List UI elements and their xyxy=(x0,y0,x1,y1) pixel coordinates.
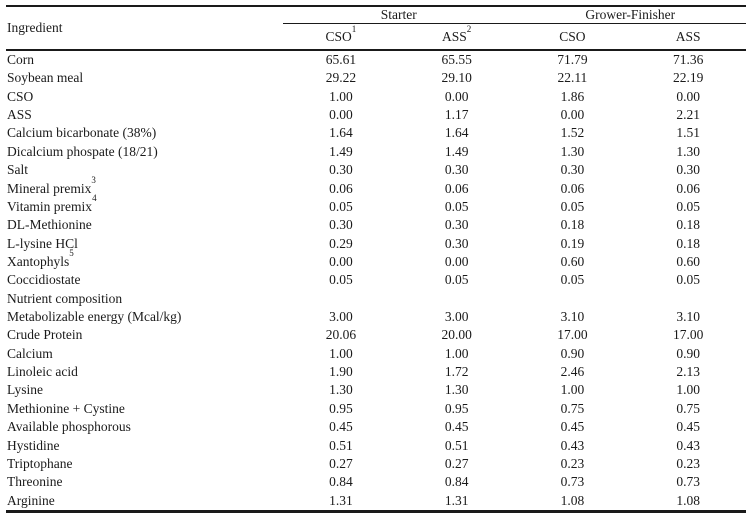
value-cell: 1.90 xyxy=(329,364,353,380)
value-cell: 0.05 xyxy=(560,198,585,214)
ingredient-name: Xantophyls xyxy=(7,253,70,269)
value-cell: 0.00 xyxy=(329,253,353,269)
value-cell xyxy=(515,290,631,308)
value-cell: 0.06 xyxy=(329,180,353,196)
footnote-marker: 2 xyxy=(466,23,472,34)
table-row xyxy=(6,308,746,326)
ingredient-name: Dicalcium phospate (18/21) xyxy=(7,143,158,159)
value-cell: 1.00 xyxy=(676,382,700,398)
value-cell: 0.00 xyxy=(329,107,353,123)
table-row xyxy=(6,381,746,399)
value-cell: 0.45 xyxy=(560,419,585,435)
value-cell: 0.18 xyxy=(560,217,585,233)
value-cell: 0.90 xyxy=(560,345,585,361)
value-cell: 1.00 xyxy=(444,345,469,361)
ingredient-name: Salt xyxy=(7,162,29,178)
ingredient-name-cell xyxy=(6,69,283,87)
ingredient-name-cell xyxy=(6,106,283,124)
value-cell: 1.30 xyxy=(444,382,469,398)
column-header-label: CSO xyxy=(559,29,586,44)
ingredient-name-cell xyxy=(6,308,283,326)
value-cell: 0.30 xyxy=(560,162,585,178)
ingredient-name-cell xyxy=(6,437,283,455)
value-cell: 1.51 xyxy=(676,125,700,141)
ingredient-name-cell xyxy=(6,326,283,344)
value-cell: 0.30 xyxy=(444,217,469,233)
ingredient-name: CSO xyxy=(7,88,34,104)
value-cell: 1.30 xyxy=(329,382,353,398)
value-cell: 0.60 xyxy=(560,253,585,269)
table-row xyxy=(6,345,746,363)
value-cell: 3.00 xyxy=(329,309,353,325)
value-cell: 0.75 xyxy=(676,400,700,416)
group-header-grower-finisher: Grower-Finisher xyxy=(515,7,747,24)
value-cell: 0.30 xyxy=(329,162,353,178)
value-cell: 1.17 xyxy=(444,107,469,123)
ingredient-name: Corn xyxy=(7,52,34,67)
ingredient-name: Linoleic acid xyxy=(7,364,78,380)
value-cell: 0.06 xyxy=(444,180,469,196)
table-row xyxy=(6,248,746,271)
value-cell: 29.10 xyxy=(441,70,472,86)
value-cell: 0.51 xyxy=(444,437,469,453)
table-row xyxy=(6,473,746,491)
table-row xyxy=(6,326,746,344)
value-cell: 0.27 xyxy=(444,455,469,471)
value-cell: 0.05 xyxy=(329,198,353,214)
value-cell: 22.19 xyxy=(672,70,704,86)
value-cell: 71.36 xyxy=(672,52,704,67)
value-cell: 0.05 xyxy=(329,272,353,288)
value-cell: 1.52 xyxy=(560,125,585,141)
section-header-row xyxy=(6,290,746,308)
ingredient-name-cell xyxy=(6,51,283,69)
value-cell: 0.05 xyxy=(560,272,585,288)
value-cell: 0.18 xyxy=(676,217,700,233)
value-cell: 0.30 xyxy=(676,162,700,178)
table-header xyxy=(6,7,746,49)
table-row xyxy=(6,143,746,161)
value-cell: 20.06 xyxy=(325,327,357,343)
value-cell: 1.00 xyxy=(560,382,585,398)
ingredient-name: Calcium xyxy=(7,345,53,361)
value-cell: 0.90 xyxy=(676,345,700,361)
table-row xyxy=(6,88,746,106)
value-cell: 2.13 xyxy=(676,364,700,380)
value-cell: 17.00 xyxy=(557,327,588,343)
value-cell: 0.05 xyxy=(676,198,700,214)
ingredient-name: Mineral premix xyxy=(7,180,92,196)
column-header-grower-finisher-cso xyxy=(515,24,631,49)
table-row xyxy=(6,363,746,381)
table-row xyxy=(6,492,746,510)
ingredient-name-cell xyxy=(6,161,283,179)
ingredient-name-cell xyxy=(6,193,283,216)
value-cell: 65.55 xyxy=(441,52,472,67)
footnote-marker: 1 xyxy=(351,23,357,34)
value-cell: 0.00 xyxy=(444,88,469,104)
ingredient-name: Triptophane xyxy=(7,455,73,471)
value-cell: 1.64 xyxy=(444,125,469,141)
value-cell: 1.00 xyxy=(329,88,353,104)
value-cell: 0.45 xyxy=(329,419,353,435)
ingredient-name: Crude Protein xyxy=(7,327,83,343)
value-cell: 0.95 xyxy=(329,400,353,416)
value-cell: 0.43 xyxy=(676,437,700,453)
ingredient-name-cell xyxy=(6,143,283,161)
value-cell: 0.73 xyxy=(560,474,585,490)
value-cell: 1.08 xyxy=(560,492,585,508)
ingredient-name-cell xyxy=(6,418,283,436)
ingredient-name: Vitamin premix xyxy=(7,198,93,214)
value-cell: 65.61 xyxy=(325,52,357,67)
ingredient-column-header: Ingredient xyxy=(7,20,63,35)
value-cell: 1.08 xyxy=(676,492,700,508)
value-cell: 0.00 xyxy=(676,88,700,104)
value-cell: 0.05 xyxy=(444,198,469,214)
value-cell: 0.18 xyxy=(676,235,700,251)
ingredient-name: Soybean meal xyxy=(7,70,84,86)
ingredient-name-cell xyxy=(6,248,283,271)
value-cell: 3.10 xyxy=(560,309,585,325)
value-cell: 1.49 xyxy=(329,143,353,159)
ingredient-name: DL-Methionine xyxy=(7,217,92,233)
column-header-label: ASS xyxy=(441,29,467,44)
ingredient-name-cell xyxy=(6,400,283,418)
table-row xyxy=(6,51,746,69)
value-cell: 1.49 xyxy=(444,143,469,159)
ingredient-name-cell xyxy=(6,88,283,106)
value-cell: 0.45 xyxy=(444,419,469,435)
value-cell: 1.30 xyxy=(676,143,700,159)
value-cell xyxy=(283,290,399,308)
value-cell: 0.95 xyxy=(444,400,469,416)
value-cell: 1.31 xyxy=(444,492,469,508)
value-cell: 0.43 xyxy=(560,437,585,453)
ingredient-name-cell xyxy=(6,124,283,142)
value-cell: 20.00 xyxy=(441,327,472,343)
footnote-marker: 4 xyxy=(92,193,97,204)
column-header-label: CSO xyxy=(325,29,352,44)
value-cell: 0.73 xyxy=(676,474,700,490)
table-row xyxy=(6,271,746,289)
value-cell: 3.10 xyxy=(676,309,700,325)
ingredient-name-cell xyxy=(6,363,283,381)
group-header-starter: Starter xyxy=(283,7,515,24)
footnote-marker: 5 xyxy=(69,248,74,259)
ingredient-name: Methionine + Cystine xyxy=(7,400,125,416)
value-cell: 1.31 xyxy=(329,492,353,508)
value-cell: 29.22 xyxy=(325,70,357,86)
value-cell: 0.30 xyxy=(329,217,353,233)
value-cell xyxy=(630,290,746,308)
value-cell: 1.00 xyxy=(329,345,353,361)
column-header-starter-cso xyxy=(283,24,399,49)
ingredient-name: L-lysine HCl xyxy=(7,235,78,251)
value-cell: 0.05 xyxy=(676,272,700,288)
ingredient-name-cell xyxy=(6,235,283,253)
value-cell: 0.06 xyxy=(560,180,585,196)
ingredient-name: Coccidiostate xyxy=(7,272,81,288)
ingredient-name-cell xyxy=(6,473,283,491)
value-cell: 1.30 xyxy=(560,143,585,159)
ingredient-name: Metabolizable energy (Mcal/kg) xyxy=(7,309,182,325)
ingredient-name-cell xyxy=(6,455,283,473)
value-cell: 0.06 xyxy=(676,180,700,196)
value-cell: 2.46 xyxy=(560,364,585,380)
footnote-marker: 3 xyxy=(91,175,96,186)
ingredient-name: ASS xyxy=(7,107,32,123)
table-row xyxy=(6,161,746,179)
value-cell: 0.30 xyxy=(444,235,469,251)
table-row xyxy=(6,400,746,418)
ingredient-name-cell xyxy=(6,216,283,234)
ingredient-name-cell xyxy=(6,345,283,363)
ingredient-name-cell xyxy=(6,381,283,399)
ingredient-name: Available phosphorous xyxy=(7,419,131,435)
value-cell: 71.79 xyxy=(557,52,588,67)
table-row xyxy=(6,193,746,216)
table-bottom-rule xyxy=(6,510,746,513)
ingredient-name: Threonine xyxy=(7,474,63,490)
ingredient-name-cell xyxy=(6,175,283,198)
value-cell: 0.23 xyxy=(560,455,585,471)
value-cell: 0.05 xyxy=(444,272,469,288)
ingredient-name: Nutrient composition xyxy=(7,290,123,306)
value-cell: 2.21 xyxy=(676,107,700,123)
ingredient-name-cell xyxy=(6,290,283,308)
value-cell: 1.64 xyxy=(329,125,353,141)
table-row xyxy=(6,106,746,124)
value-cell: 0.84 xyxy=(444,474,469,490)
ingredient-name: Arginine xyxy=(7,492,55,508)
value-cell: 1.72 xyxy=(444,364,469,380)
value-cell: 1.86 xyxy=(560,88,585,104)
value-cell: 0.19 xyxy=(560,235,585,251)
value-cell: 0.23 xyxy=(676,455,700,471)
diet-composition-table xyxy=(6,5,746,513)
table-row xyxy=(6,235,746,253)
ingredient-name-cell xyxy=(6,492,283,510)
value-cell: 0.29 xyxy=(329,235,353,251)
table-row xyxy=(6,175,746,198)
column-header-grower-finisher-ass xyxy=(630,24,746,49)
ingredient-name: Hystidine xyxy=(7,437,60,453)
value-cell: 0.30 xyxy=(444,162,469,178)
value-cell: 0.60 xyxy=(676,253,700,269)
value-cell: 0.84 xyxy=(329,474,353,490)
table-row xyxy=(6,69,746,87)
value-cell: 17.00 xyxy=(672,327,704,343)
column-header-label: ASS xyxy=(675,29,701,44)
ingredient-name: Lysine xyxy=(7,382,43,398)
table-row xyxy=(6,124,746,142)
value-cell: 0.00 xyxy=(444,253,469,269)
value-cell: 3.00 xyxy=(444,309,469,325)
value-cell: 0.45 xyxy=(676,419,700,435)
table-row xyxy=(6,455,746,473)
value-cell: 0.51 xyxy=(329,437,353,453)
ingredient-name: Calcium bicarbonate (38%) xyxy=(7,125,157,141)
value-cell: 22.11 xyxy=(557,70,588,86)
column-header-starter-ass xyxy=(399,24,515,49)
table-row xyxy=(6,216,746,234)
value-cell: 0.00 xyxy=(560,107,585,123)
value-cell: 0.75 xyxy=(560,400,585,416)
table-body xyxy=(6,51,746,510)
value-cell xyxy=(399,290,515,308)
ingredient-name-cell xyxy=(6,271,283,289)
table-row xyxy=(6,437,746,455)
value-cell: 0.27 xyxy=(329,455,353,471)
table-row xyxy=(6,418,746,436)
